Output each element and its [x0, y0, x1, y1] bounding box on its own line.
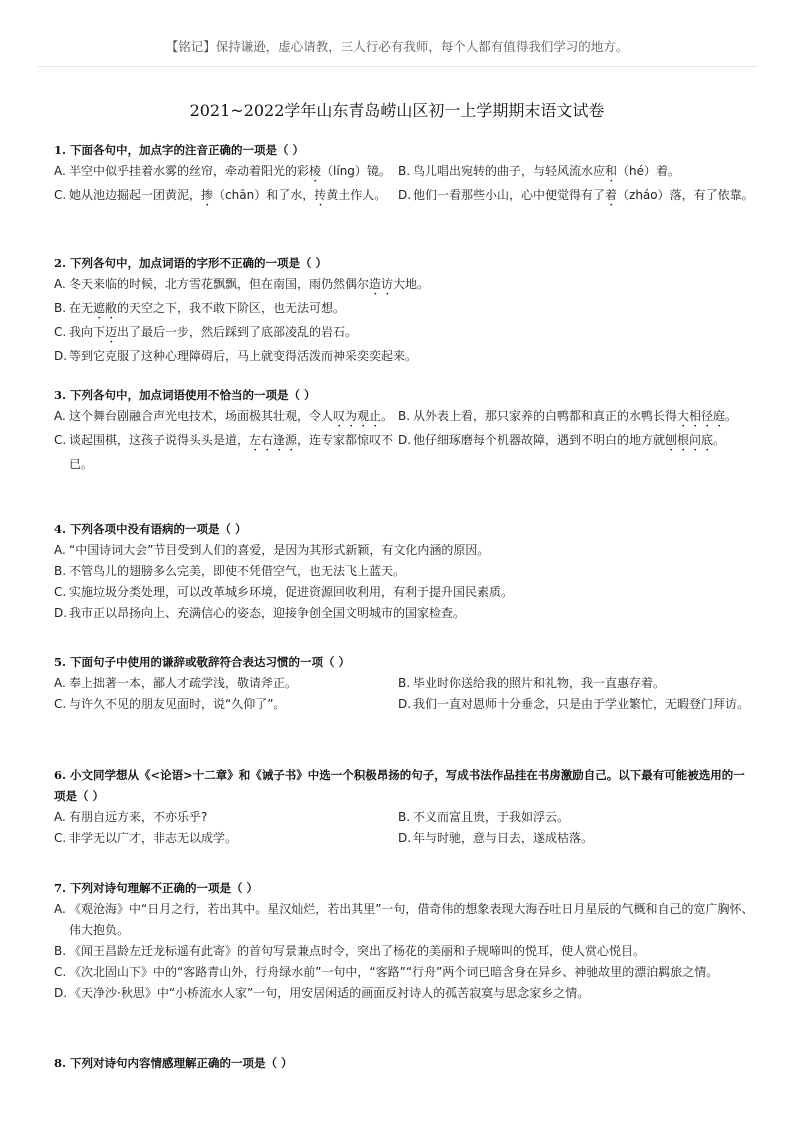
option-c[interactable] — [54, 185, 398, 209]
option-d[interactable] — [54, 983, 754, 1004]
option-letter: D. — [398, 188, 412, 202]
option-d[interactable] — [54, 603, 754, 624]
option-text: 《天净沙·秋思》中“小桥流水人家”一句，用安居闲适的画面反衬诗人的孤苦寂寞与思念家乡之情。 — [69, 986, 590, 1000]
option-letter: D. — [398, 697, 412, 711]
option-text: 我们一直对恩师十分垂念，只是由于学业繁忙，无暇登门拜访。 — [413, 697, 750, 711]
option-text: 等到它克服了这种心理障碍后，马上就变得活泼而神采奕奕起来。 — [69, 349, 418, 363]
option-letter: B. — [398, 810, 411, 824]
option-c[interactable] — [54, 582, 754, 603]
option-d[interactable] — [398, 828, 754, 849]
dotted-word: 左右逢源 — [249, 433, 298, 447]
option-text: 他们一看那些小山，心中便觉得有了着（zháo）落，有了依靠。 — [413, 188, 754, 202]
option-letter: D. — [54, 986, 68, 1000]
option-text: 有朋自远方来，不亦乐乎? — [69, 810, 208, 824]
option-text: 与许久不见的朋友见面时，说“久仰了”。 — [69, 697, 286, 711]
option-text: 他仔细琢磨每个机器故障，遇到不明白的地方就刨根问底。 — [413, 433, 726, 447]
question-2 — [54, 253, 754, 367]
option-d[interactable] — [398, 430, 754, 475]
option-b[interactable] — [398, 807, 754, 828]
question-stem: 1. 下面各句中，加点字的注音正确的一项是（ ） — [54, 143, 305, 157]
option-b[interactable] — [398, 673, 754, 694]
header-divider — [38, 66, 758, 67]
option-letter: C. — [54, 831, 67, 845]
option-text: “中国诗词大会”节目受到人们的喜爱，是因为其形式新颖，有文化内涵的原因。 — [69, 543, 490, 557]
option-a[interactable] — [54, 807, 398, 828]
option-letter: C. — [54, 188, 67, 202]
option-d[interactable] — [54, 346, 754, 367]
dotted-char: 着 — [605, 188, 618, 202]
option-c[interactable] — [54, 322, 754, 346]
option-letter: A. — [54, 676, 66, 690]
dotted-word: 迈 — [105, 325, 118, 339]
dotted-word: 遮敝 — [93, 301, 118, 315]
option-letter: A. — [54, 409, 66, 423]
option-text: 冬天来临的时候，北方雪花飘飘，但在南国，雨仍然偶尔造访大地。 — [69, 277, 430, 291]
option-text: 不管鸟儿的翅膀多么完美，即使不凭借空气，也无法飞上蓝天。 — [69, 564, 406, 578]
option-a[interactable] — [54, 274, 754, 298]
dotted-char: 掺 — [201, 188, 214, 202]
option-text: 我向下迈出了最后一步，然后踩到了底部凌乱的岩石。 — [69, 325, 358, 339]
option-a[interactable] — [54, 161, 398, 185]
option-b[interactable] — [398, 161, 754, 185]
option-text: 谈起围棋，这孩子说得头头是道，左右逢源，连专家都惊叹不已。 — [69, 433, 394, 471]
option-b[interactable] — [54, 298, 754, 322]
option-letter: C. — [54, 325, 67, 339]
header-motto: 【铭记】保持谦逊，虚心请教，三人行必有我师，每个人都有值得我们学习的地方。 — [165, 39, 629, 54]
option-text: 年与时驰，意与日去，遂成枯落。 — [413, 831, 594, 845]
option-a[interactable] — [54, 540, 754, 561]
option-text: 《闻王昌龄左迁龙标遥有此寄》的首句写景兼点时令，突出了杨花的美丽和子规啼叫的悦耳，使人赏心悦目。 — [69, 944, 646, 958]
option-d[interactable] — [398, 185, 754, 209]
option-letter: B. — [398, 164, 411, 178]
option-text: 不义而富且贵，于我如浮云。 — [413, 810, 570, 824]
option-letter: A. — [54, 543, 66, 557]
option-a[interactable] — [54, 673, 398, 694]
option-text: 在无遮敝的天空之下，我不敢下阶区，也无法可想。 — [69, 301, 346, 315]
question-stem: 7. 下列对诗句理解不正确的一项是（ ） — [54, 881, 259, 895]
dotted-char: 和 — [605, 164, 618, 178]
option-letter: B. — [54, 944, 67, 958]
question-stem: 6. 小文同学想从《<论语>十二章》和《诫子书》中选一个积极昂扬的句子，写成书法作品挂在书房激励自己。以下最有可能被选用的一项是（ ） — [54, 768, 745, 803]
option-text: 我市正以昂扬向上、充满信心的姿态，迎接争创全国文明城市的国家检查。 — [69, 606, 466, 620]
dotted-word: 叹为观止 — [333, 409, 382, 423]
option-text: 这个舞台剧融合声光电技术，场面极其壮观，令人叹为观止。 — [69, 409, 394, 423]
option-letter: D. — [398, 831, 412, 845]
option-letter: A. — [54, 810, 66, 824]
exam-title: 2021~2022学年山东青岛崂山区初一上学期期末语文试卷 — [189, 101, 605, 120]
question-stem: 3. 下列各句中，加点词语使用不恰当的一项是（ ） — [54, 388, 316, 402]
option-text: 毕业时你送给我的照片和礼物，我一直惠存着。 — [413, 676, 666, 690]
option-letter: B. — [54, 301, 67, 315]
option-letter: C. — [54, 965, 67, 979]
option-c[interactable] — [54, 962, 754, 983]
option-b[interactable] — [54, 561, 754, 582]
option-text: 半空中似乎挂着水雾的丝帘，牵动着阳光的彩棱（líng）镜。 — [69, 164, 391, 178]
question-3 — [54, 385, 754, 475]
option-letter: C. — [54, 697, 67, 711]
option-letter: D. — [398, 433, 412, 447]
dotted-word: 大相径庭 — [677, 409, 726, 423]
dotted-char: 抟 — [314, 188, 327, 202]
option-text: 《次北固山下》中的“客路青山外，行舟绿水前”一句中，“客路”“行舟”两个词已暗含身在异乡、神驰故里的漂泊羁旅之情。 — [69, 965, 719, 979]
option-c[interactable] — [54, 430, 398, 475]
question-5 — [54, 652, 754, 715]
option-a[interactable] — [54, 406, 398, 430]
option-c[interactable] — [54, 828, 398, 849]
option-letter: C. — [54, 433, 67, 447]
dotted-word: 造访 — [369, 277, 394, 291]
question-stem: 2. 下列各句中，加点词语的字形不正确的一项是（ ） — [54, 256, 328, 270]
option-b[interactable] — [54, 941, 754, 962]
option-a[interactable] — [54, 899, 754, 941]
dotted-word: 刨根问底 — [665, 433, 714, 447]
question-stem: 8. 下列对诗句内容情感理解正确的一项是（ ） — [54, 1056, 293, 1070]
dotted-char: 棱 — [309, 164, 322, 178]
option-letter: A. — [54, 277, 66, 291]
option-c[interactable] — [54, 694, 398, 715]
option-d[interactable] — [398, 694, 754, 715]
option-letter: D. — [54, 349, 68, 363]
option-text: 奉上拙著一本，鄙人才疏学浅，敬请斧正。 — [69, 676, 298, 690]
question-7 — [54, 878, 754, 1004]
question-stem: 5. 下面句子中使用的谦辞或敬辞符合表达习惯的一项（ ） — [54, 655, 351, 669]
option-letter: A. — [54, 164, 66, 178]
option-letter: B. — [398, 409, 411, 423]
question-stem: 4. 下列各项中没有语病的一项是（ ） — [54, 522, 247, 536]
option-text: 她从池边掘起一团黄泥，掺（chān）和了水，抟黄土作人。 — [69, 188, 387, 202]
option-letter: C. — [54, 585, 67, 599]
option-text: 鸟儿唱出宛转的曲子，与轻风流水应和（hé）着。 — [413, 164, 681, 178]
option-b[interactable] — [398, 406, 754, 430]
option-text: 《观沧海》中“日月之行，若出其中。星汉灿烂，若出其里”一句，借奇伟的想象表现大海吞吐日月星辰的气概和自己的宽广胸怀、伟大抱负。 — [69, 902, 754, 937]
question-4 — [54, 519, 754, 624]
option-letter: A. — [54, 902, 66, 916]
question-8 — [54, 1053, 754, 1074]
option-text: 实施垃圾分类处理，可以改革城乡环境，促进资源回收利用，有利于提升国民素质。 — [69, 585, 514, 599]
question-1 — [54, 140, 754, 209]
option-letter: D. — [54, 606, 68, 620]
option-letter: B. — [398, 676, 411, 690]
option-text: 从外表上看，那只家养的白鸭都和真正的水鸭长得大相径庭。 — [413, 409, 738, 423]
question-6 — [54, 765, 754, 849]
option-letter: B. — [54, 564, 67, 578]
option-text: 非学无以广才，非志无以成学。 — [69, 831, 238, 845]
